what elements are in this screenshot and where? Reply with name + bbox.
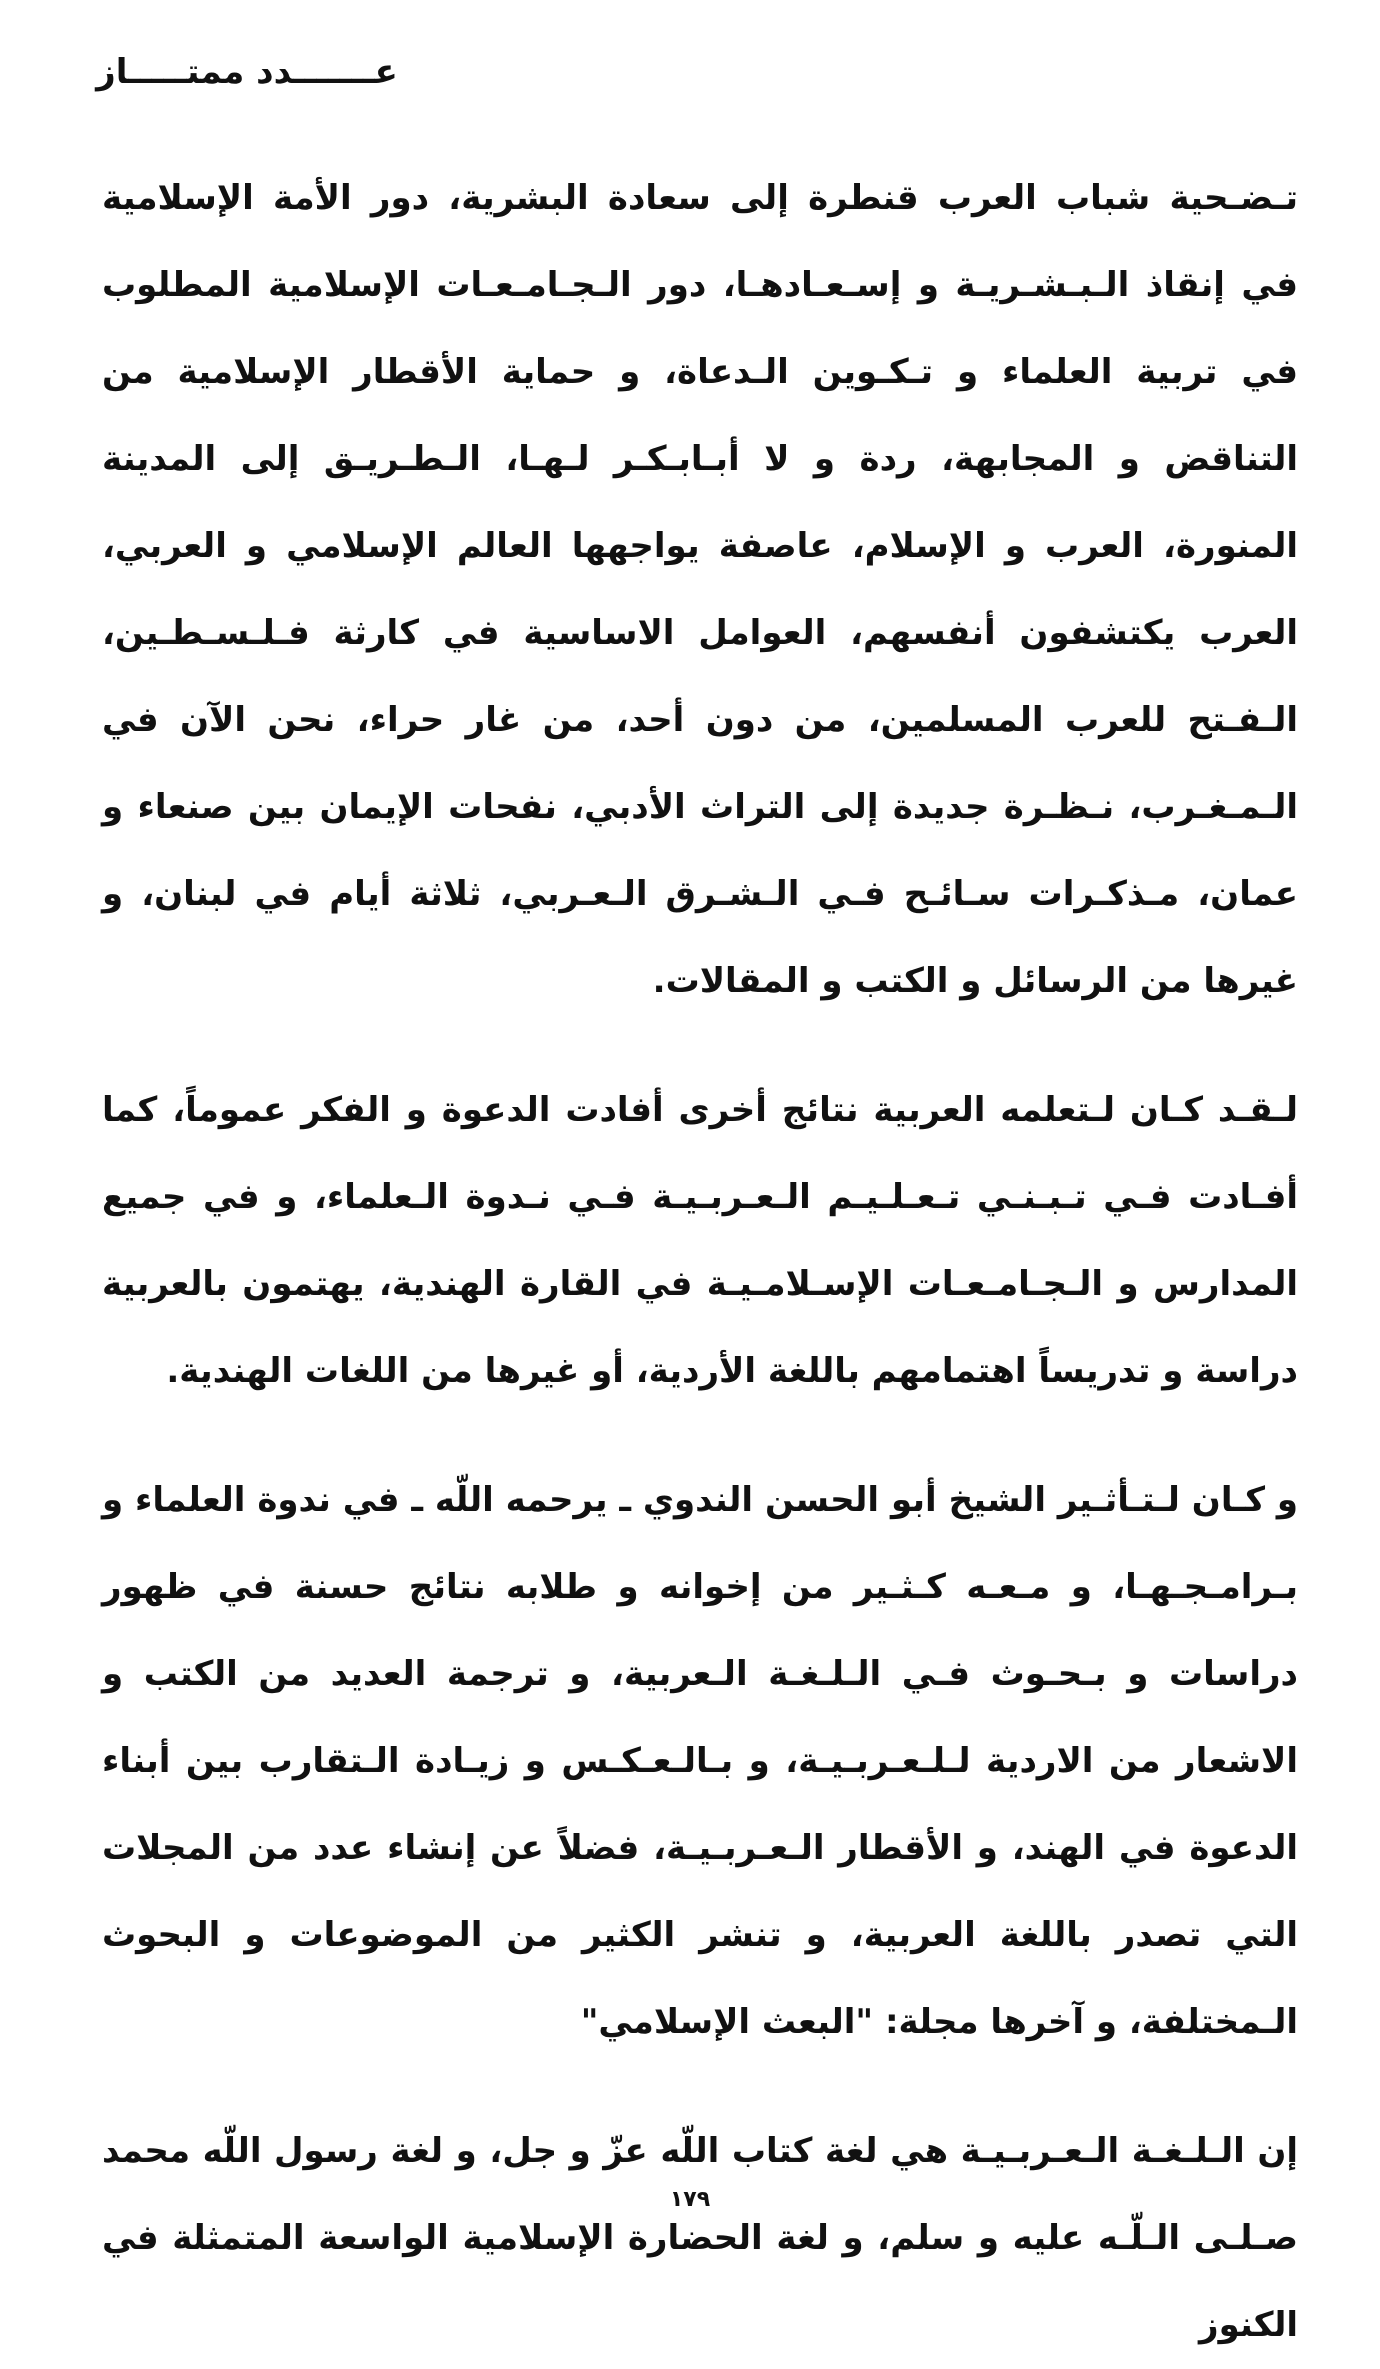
paragraph-4: إن الـلـغـة الـعـربـيـة هي لغة كتاب اللّه عزّ و جل، و لغة رسول اللّه محمد صـلـى الـلّـه عليه و سلم، و لغة الحضارة الإسلامية الواسعة المتمثلة في الكنوز — [102, 2131, 1298, 2345]
paragraph-2: لـقـد كـان لـتعلمه العربية نتائج أخرى أفادت الدعوة و الفكر عموماً، كما أفـادت فـي تـبـنـي تـعـلـيـم الـعـربـيـة فـي نـدوة الـعلماء، و في جميع المدارس و الـجـامـعـات الإسـلامـيـة في القارة الهندية، يهتمون بالعربية دراسة و تدريساً اهتمامهم باللغة الأردية، أو غيرها من اللغات الهندية. — [102, 1090, 1298, 1391]
paragraph-3: و كـان لـتـأثـير الشيخ أبو الحسن الندوي ـ يرحمه اللّه ـ في ندوة العلماء و بـرامـجـهـا، و مـعـه كـثـير من إخوانه و طلابه نتائج حسنة في ظهور دراسات و بـحـوث فـي الـلـغـة الـعربية، و ترجمة العديد من الكتب و الاشعار من الاردية لـلـعـربـيـة، و بـالـعـكـس و زيـادة الـتقارب بين أبناء الدعوة في الهند، و الأقطار الـعـربـيـة، فضلاً عن إنشاء عدد من المجلات التي تصدر باللغة العربية، و تنشر الكثير من الموضوعات و البحوث الـمختلفة، و آخرها مجلة: "البعث الإسلامي" — [102, 1480, 1298, 2042]
paragraph-1: تـضـحية شباب العرب قنطرة إلى سعادة البشرية، دور الأمة الإسلامية في إنقاذ الـبـشـريـة و إسـعـادهـا، دور الـجـامـعـات الإسلامية المطلوب في تربية العلماء و تـكـوين الـدعاة، و حماية الأقطار الإسلامية من التناقض و المجابهة، ردة و لا أبـابـكـر لـهـا، الـطـريـق إلى المدينة المنورة، العرب و الإسلام، عاصفة يواجهها العالم الإسلامي و العربي، العرب يكتشفون أنفسهم، العوامل الاساسية في كارثة فـلـسـطـين، الـفـتح للعرب المسلمين، من دون أحد، من غار حراء، نحن الآن في الـمـغـرب، نـظـرة جديدة إلى التراث الأدبي، نفحات الإيمان بين صنعاء و عمان، مـذكـرات سـائـح فـي الـشـرق الـعـربي، ثلاثة أيام في لبنان، و غيرها من الرسائل و الكتب و المقالات. — [102, 178, 1298, 1001]
body-text — [102, 155, 1298, 2369]
page-number: ١٧٩ — [669, 2187, 711, 2212]
running-header: عـــــــدد ممتـــــاز — [96, 52, 398, 92]
